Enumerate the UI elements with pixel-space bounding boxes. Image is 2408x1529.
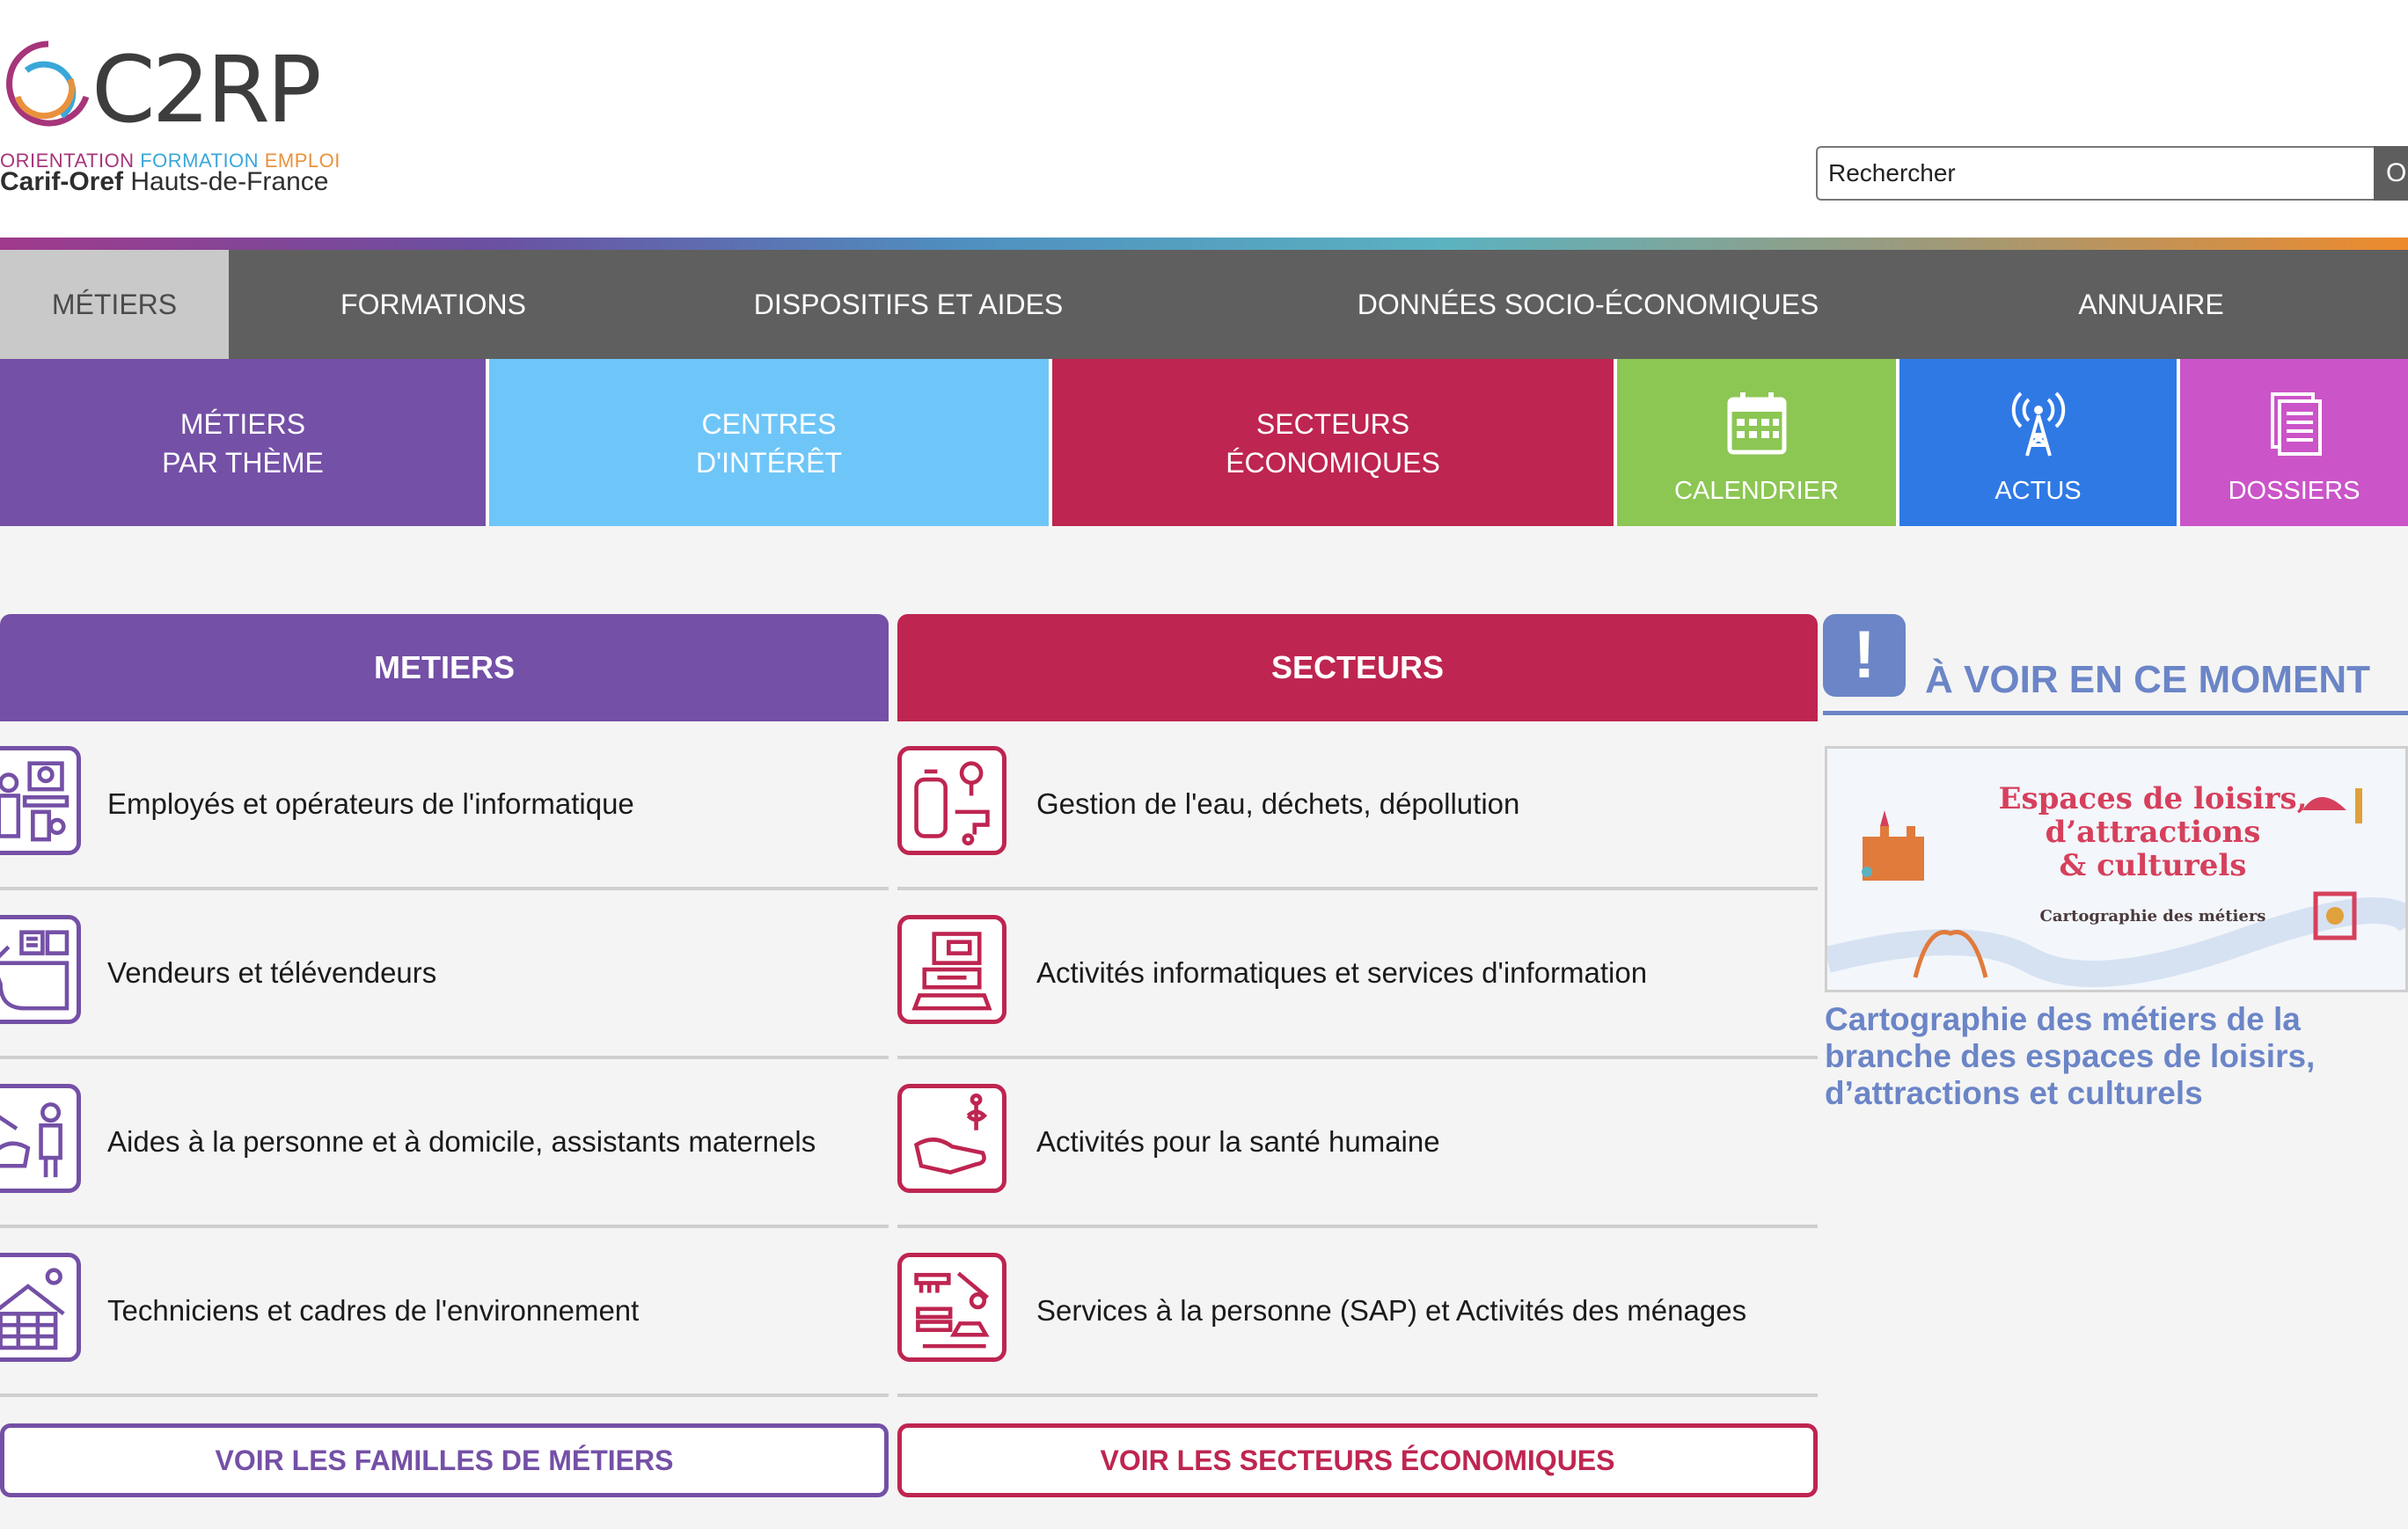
list-item[interactable]	[897, 1228, 1818, 1397]
antenna-icon	[2008, 391, 2069, 457]
tile-label: CALENDRIER	[1674, 477, 1839, 505]
list-item-label: Vendeurs et télévendeurs	[107, 956, 437, 989]
nav-item-metiers[interactable]: MÉTIERS	[0, 250, 229, 359]
computer-operator-icon	[0, 746, 81, 855]
tile-line-2: D'INTÉRÊT	[695, 447, 843, 479]
list-item[interactable]	[0, 721, 889, 890]
tile-label	[1052, 405, 1614, 482]
list-item[interactable]	[897, 1059, 1818, 1228]
list-item[interactable]	[897, 890, 1818, 1059]
tile-label: ACTUS	[1994, 477, 2082, 505]
featured-article-link[interactable]: Cartographie des métiers de la branche des espaces de loisirs, d’attractions et culturels	[1825, 1001, 2316, 1111]
site-header	[0, 0, 2408, 238]
secteurs-list	[897, 721, 1818, 1397]
nav-item-annuaire[interactable]: ANNUAIRE	[2078, 289, 2224, 320]
list-item[interactable]	[897, 721, 1818, 890]
tile-line-1: SECTEURS	[1255, 408, 1410, 440]
list-item-label: Activités pour la santé humaine	[1036, 1125, 1440, 1158]
tile-calendrier[interactable]	[1617, 359, 1896, 526]
list-item-label: Aides à la personne et à domicile, assistants maternels	[107, 1125, 816, 1158]
water-waste-icon	[897, 746, 1006, 855]
voir-secteurs-economiques-button[interactable]: VOIR LES SECTEURS ÉCONOMIQUES	[897, 1423, 1818, 1497]
alert-icon: !	[1823, 614, 1906, 697]
featured-image-subtitle: Cartographie des métiers	[2039, 907, 2266, 925]
tile-metiers-par-theme[interactable]	[0, 359, 486, 526]
featured-image[interactable]	[1825, 746, 2408, 992]
tile-line-1: MÉTIERS	[179, 408, 306, 440]
tagline-emploi: EMPLOI	[264, 150, 340, 172]
home-services-icon	[897, 1253, 1006, 1362]
tile-label	[0, 405, 486, 482]
featured-title-line-3: & culturels	[2059, 848, 2247, 883]
metiers-list	[0, 721, 889, 1397]
document-icon	[2264, 391, 2325, 457]
nav-item-formations[interactable]: FORMATIONS	[340, 289, 526, 320]
tagline-formation: FORMATION	[140, 150, 260, 172]
search-button[interactable]: O	[2374, 146, 2408, 201]
logo-brand: C2RP	[91, 36, 318, 143]
featured-title-line-2: d’attractions	[2045, 815, 2261, 850]
search-form	[1816, 146, 2408, 201]
list-item[interactable]	[0, 1059, 889, 1228]
tile-label	[489, 405, 1049, 482]
sub-nav	[0, 359, 2408, 526]
tile-line-2: ÉCONOMIQUES	[1226, 447, 1440, 479]
nav-item-dispositifs[interactable]: DISPOSITIFS ET AIDES	[753, 289, 1064, 320]
list-item[interactable]	[0, 1228, 889, 1397]
shop-counter-icon	[0, 915, 81, 1024]
tile-line-2: PAR THÈME	[162, 447, 324, 479]
featured-title-line-1: Espaces de loisirs,	[1998, 781, 2308, 816]
gradient-divider	[0, 238, 2408, 250]
tile-line-1: CENTRES	[701, 408, 837, 440]
tile-dossiers[interactable]	[2180, 359, 2408, 526]
main-content	[0, 526, 2408, 1529]
list-item-label: Activités informatiques et services d'information	[1036, 956, 1648, 989]
logo-swirl-icon	[0, 35, 97, 141]
list-item[interactable]	[0, 890, 889, 1059]
home-care-icon	[0, 1084, 81, 1193]
a-voir-heading: À VOIR EN CE MOMENT	[1925, 658, 2371, 701]
list-item-label: Employés et opérateurs de l'informatique	[107, 787, 634, 820]
list-item-label: Gestion de l'eau, déchets, dépollution	[1036, 787, 1520, 820]
subline-bold: Carif-Oref	[0, 167, 124, 196]
tile-secteurs-economiques[interactable]	[1052, 359, 1614, 526]
search-input[interactable]	[1816, 146, 2374, 201]
a-voir-divider	[1823, 711, 2408, 715]
metiers-heading: METIERS	[0, 614, 889, 721]
list-item-label: Techniciens et cadres de l'environnement	[107, 1294, 640, 1327]
logo-subline	[0, 167, 328, 197]
calendar-icon	[1726, 391, 1788, 457]
tile-label: DOSSIERS	[2228, 477, 2360, 505]
voir-familles-metiers-button[interactable]: VOIR LES FAMILLES DE MÉTIERS	[0, 1423, 889, 1497]
tile-actus[interactable]	[1899, 359, 2177, 526]
health-care-icon	[897, 1084, 1006, 1193]
secteurs-heading: SECTEURS	[897, 614, 1818, 721]
list-item-label: Services à la personne (SAP) et Activités des ménages	[1036, 1294, 1747, 1327]
tagline-orientation: ORIENTATION	[0, 150, 135, 172]
solar-house-icon	[0, 1253, 81, 1362]
c2rp-logo[interactable]	[0, 35, 340, 202]
featured-image-title	[1994, 782, 2311, 882]
tile-centres-interet[interactable]	[489, 359, 1049, 526]
main-nav	[0, 250, 2408, 359]
subline-rest: Hauts-de-France	[123, 167, 329, 196]
nav-item-donnees[interactable]: DONNÉES SOCIO-ÉCONOMIQUES	[1357, 289, 1819, 320]
computer-terminal-icon	[897, 915, 1006, 1024]
